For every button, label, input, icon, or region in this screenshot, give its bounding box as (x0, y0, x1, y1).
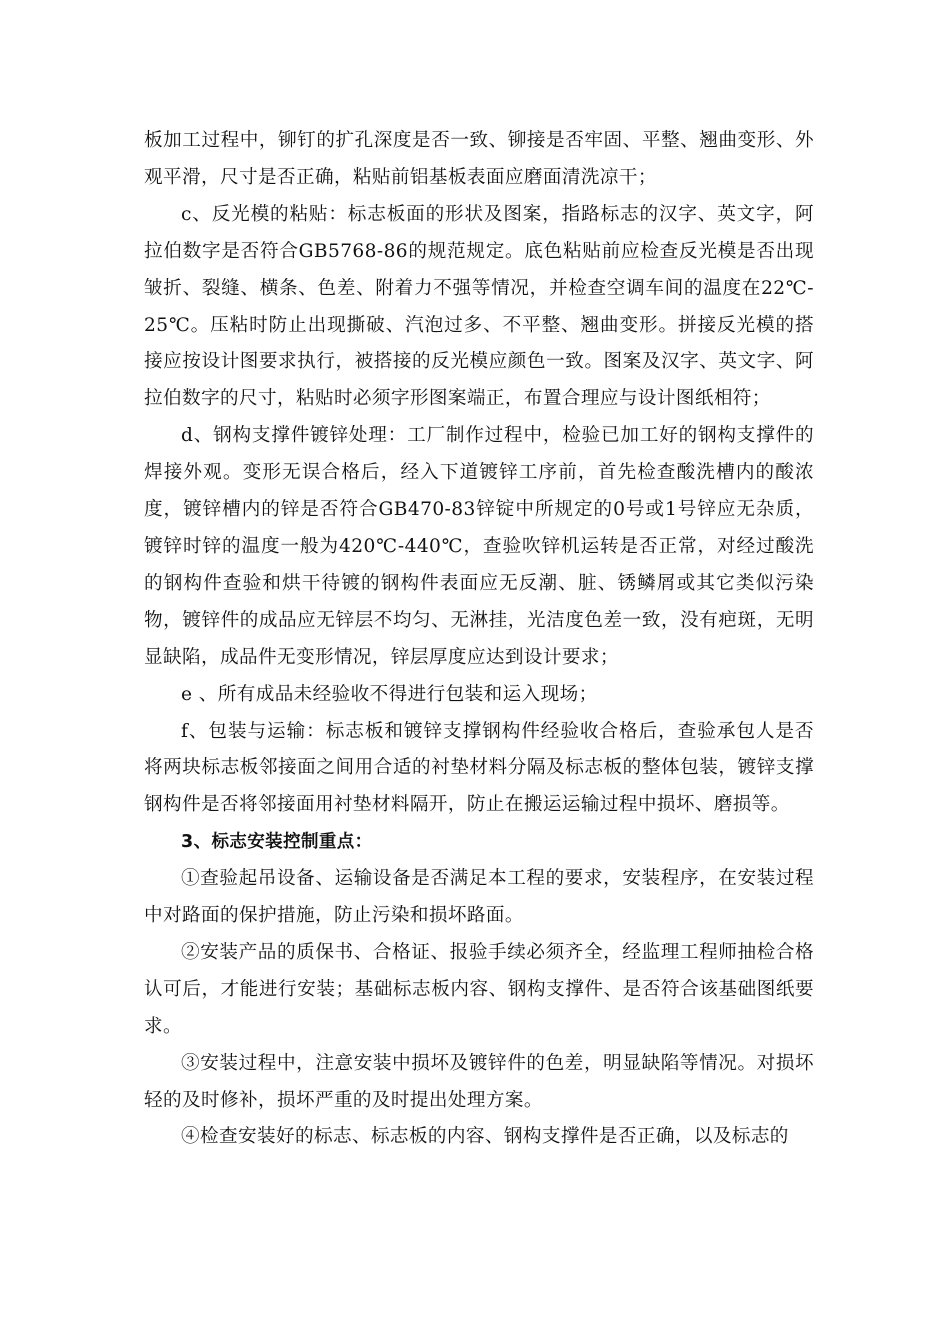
paragraph-point-3: ③安装过程中，注意安装中损坏及镀锌件的色差，明显缺陷等情况。对损坏轻的及时修补，损坏严重的及时提出处理方案。 (144, 1052, 814, 1111)
paragraph-continued: 板加工过程中，铆钉的扩孔深度是否一致、铆接是否牢固、平整、翘曲变形、外观平滑，尺寸是否正确，粘贴前铝基板表面应磨面清洗凉干； (144, 130, 814, 188)
paragraph-item-e: e 、所有成品未经验收不得进行包装和运入现场； (181, 683, 598, 705)
paragraph-item-c: c、反光模的粘贴：标志板面的形状及图案，指路标志的汉字、英文字，阿拉伯数字是否符合GB5768-86的规范规定。底色粘贴前应检查反光模是否出现皱折、裂缝、横条、色差、附着力不强等情况，并检查空调车间的温度在22℃-25℃。压粘时防止出现撕破、汽泡过多、不平整、翘曲变形。拼接反光模的搭接应按设计图要求执行，被搭接的反光模应颜色一致。图案及汉字、英文字、阿拉伯数字的尺寸，粘贴时必须字形图案端正，布置合理应与设计图纸相符； (144, 203, 814, 410)
paragraph-item-d: d、钢构支撑件镀锌处理：工厂制作过程中，检验已加工好的钢构支撑件的焊接外观。变形无误合格后，经入下道镀锌工序前，首先检查酸洗槽内的酸浓度，镀锌槽内的锌是否符合GB470-83锌锭中所规定的0号或1号锌应无杂质，镀锌时锌的温度一般为420℃-440℃，查验吹锌机运转是否正常，对经过酸洗的钢构件查验和烘干待镀的钢构件表面应无反潮、脏、锈鳞屑或其它类似污染物，镀锌件的成品应无锌层不均匀、无淋挂，光洁度色差一致，没有疤斑，无明显缺陷，成品件无变形情况，锌层厚度应达到设计要求； (144, 425, 814, 668)
paragraph-point-4: ④检查安装好的标志、标志板的内容、钢构支撑件是否正确，以及标志的 (181, 1126, 789, 1148)
section-heading: 3、标志安装控制重点： (181, 832, 373, 853)
document-body (144, 123, 814, 1156)
paragraph-point-2: ②安装产品的质保书、合格证、报验手续必须齐全，经监理工程师抽检合格认可后，才能进行安装；基础标志板内容、钢构支撑件、是否符合该基础图纸要求。 (144, 941, 814, 1037)
paragraph-point-1: ①查验起吊设备、运输设备是否满足本工程的要求，安装程序，在安装过程中对路面的保护措施，防止污染和损坏路面。 (144, 868, 814, 927)
paragraph-item-f: f、包装与运输：标志板和镀锌支撑钢构件经验收合格后，查验承包人是否将两块标志板邻接面之间用合适的衬垫材料分隔及标志板的整体包装，镀锌支撑钢构件是否将邻接面用衬垫材料隔开，防止在搬运运输过程中损坏、磨损等。 (144, 720, 814, 816)
